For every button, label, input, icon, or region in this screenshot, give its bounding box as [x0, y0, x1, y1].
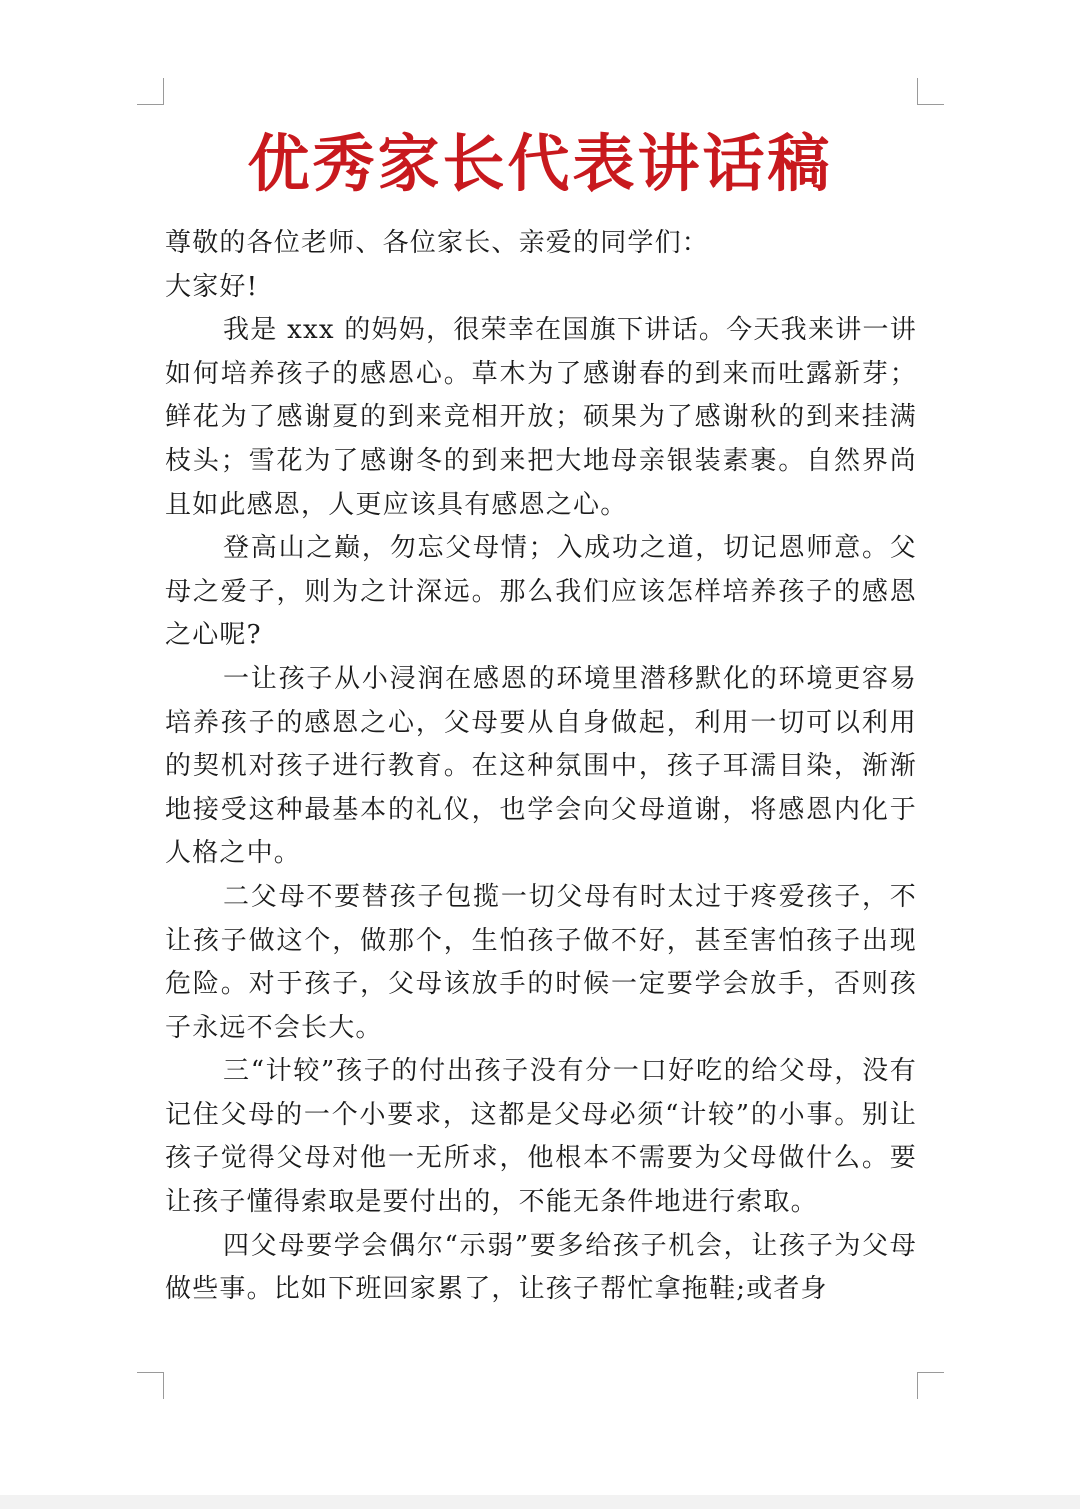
crop-mark-bottom-left: [137, 1372, 164, 1399]
page-bottom-edge: [0, 1495, 1080, 1509]
document-body: [165, 222, 917, 1312]
salutation: 尊敬的各位老师、各位家长、亲爱的同学们：: [165, 228, 710, 258]
document-title: 优秀家长代表讲话稿: [247, 127, 833, 200]
crop-mark-bottom-right: [917, 1372, 944, 1399]
paragraph-2: 登高山之巅，勿忘父母情；入成功之道，切记恩师意。父母之爱子，则为之计深远。那么我们应该怎样培养孩子的感恩之心呢?: [165, 533, 917, 651]
crop-mark-top-right: [917, 78, 944, 105]
paragraph-3: 一让孩子从小浸润在感恩的环境里潜移默化的环境更容易培养孩子的感恩之心，父母要从自身做起，利用一切可以利用的契机对孩子进行教育。在这种氛围中，孩子耳濡目染，渐渐地接受这种最基本的礼仪，也学会向父母道谢，将感恩内化于人格之中。: [165, 663, 917, 869]
greeting: 大家好!: [165, 271, 259, 302]
paragraph-5: 三“计较”孩子的付出孩子没有分一口好吃的给父母，没有记住父母的一个小要求，这都是父母必须“计较”的小事。别让孩子觉得父母对他一无所求，他根本不需要为父母做什么。要让孩子懂得索取是要付出的，不能无条件地进行索取。: [165, 1056, 917, 1218]
paragraph-1: 我是 xxx 的妈妈，很荣幸在国旗下讲话。今天我来讲一讲如何培养孩子的感恩心。草木为了感谢春的到来而吐露新芽；鲜花为了感谢夏的到来竞相开放；硕果为了感谢秋的到来挂满枝头；雪花为了感谢冬的到来把大地母亲银装素裹。自然界尚且如此感恩，人更应该具有感恩之心。: [165, 315, 917, 520]
paragraph-4: 二父母不要替孩子包揽一切父母有时太过于疼爱孩子，不让孩子做这个，做那个，生怕孩子做不好，甚至害怕孩子出现危险。对于孩子，父母该放手的时候一定要学会放手，否则孩子永远不会长大。: [165, 881, 917, 1043]
paragraph-6: 四父母要学会偶尔“示弱”要多给孩子机会，让孩子为父母做些事。比如下班回家累了，让孩子帮忙拿拖鞋;或者身: [165, 1230, 917, 1305]
crop-mark-top-left: [137, 78, 164, 105]
